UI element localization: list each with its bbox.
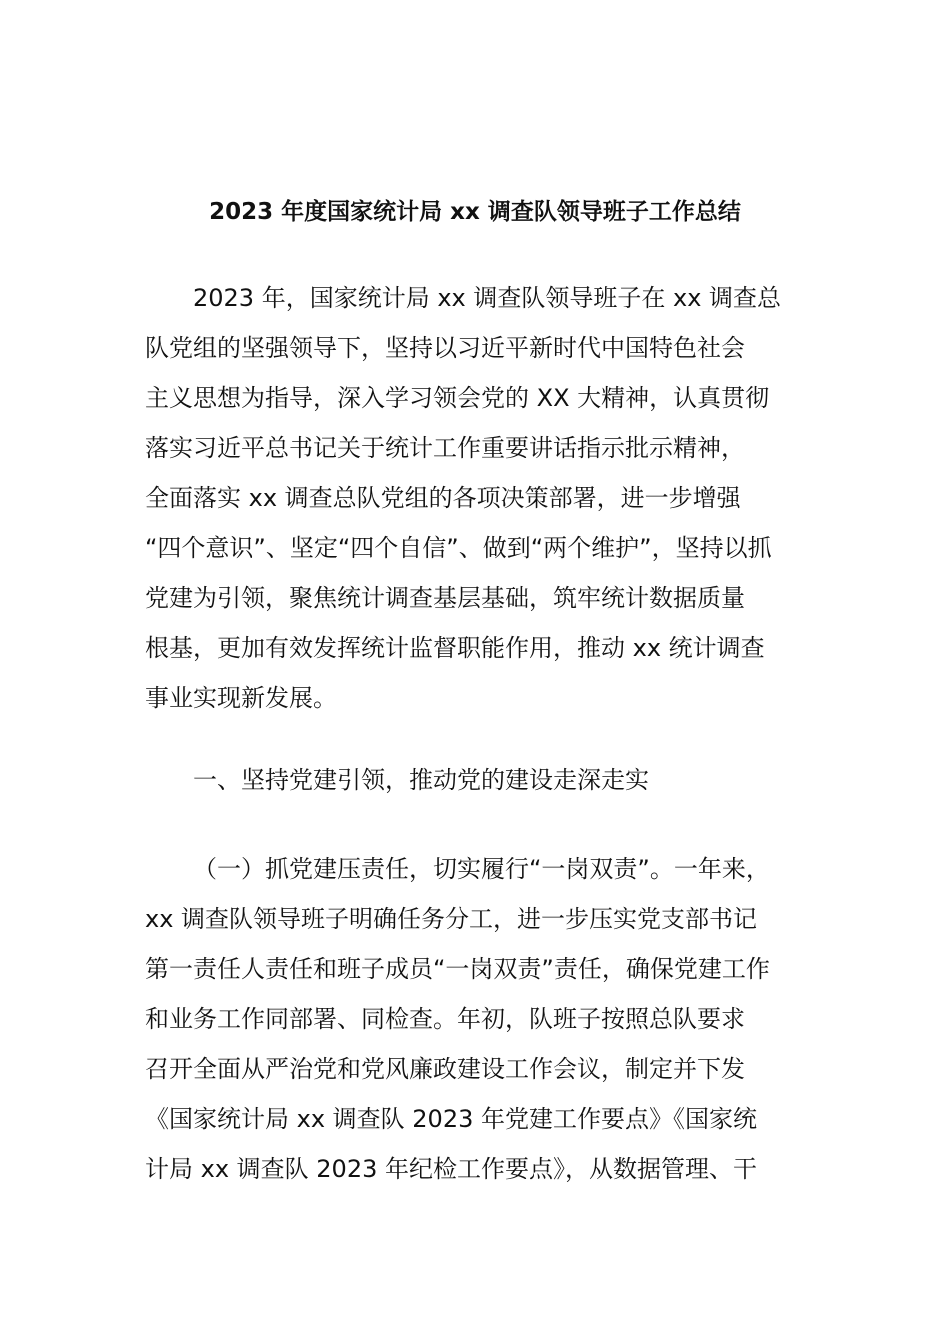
- paragraph-line: 《国家统计局 xx 调查队 2023 年党建工作要点》《国家统: [145, 1105, 757, 1133]
- paragraph-section-1: [145, 844, 810, 1194]
- paragraph-line: xx 调查队领导班子明确任务分工，进一步压实党支部书记: [145, 905, 758, 933]
- paragraph-intro: [145, 273, 810, 723]
- paragraph-line: 计局 xx 调查队 2023 年纪检工作要点》，从数据管理、干: [145, 1155, 757, 1183]
- paragraph-line: 落实习近平总书记关于统计工作重要讲话指示批示精神，: [145, 434, 745, 462]
- document-title: 2023 年度国家统计局 xx 调查队领导班子工作总结: [209, 199, 741, 225]
- paragraph-line: 根基，更加有效发挥统计监督职能作用，推动 xx 统计调查: [145, 634, 765, 662]
- paragraph-line: 主义思想为指导，深入学习领会党的 XX 大精神，认真贯彻: [145, 384, 770, 412]
- paragraph-line: 第一责任人责任和班子成员“一岗双责”责任，确保党建工作: [145, 955, 770, 983]
- paragraph-line: 和业务工作同部署、同检查。年初，队班子按照总队要求: [145, 1005, 745, 1033]
- paragraph-line: 召开全面从严治党和党风廉政建设工作会议，制定并下发: [145, 1055, 745, 1083]
- section-heading-text: 一、坚持党建引领，推动党的建设走深走实: [193, 766, 649, 794]
- paragraph-line: 队党组的坚强领导下，坚持以习近平新时代中国特色社会: [145, 334, 745, 362]
- paragraph-line: 2023 年，国家统计局 xx 调查队领导班子在 xx 调查总: [193, 284, 782, 312]
- section-heading: [145, 755, 810, 805]
- paragraph-line: （一）抓党建压责任，切实履行“一岗双责”。一年来，: [193, 855, 770, 883]
- paragraph-line: “四个意识”、坚定“四个自信”、做到“两个维护”，坚持以抓: [145, 534, 772, 562]
- paragraph-line: 党建为引领，聚焦统计调查基层基础，筑牢统计数据质量: [145, 584, 745, 612]
- paragraph-line: 全面落实 xx 调查总队党组的各项决策部署，进一步增强: [145, 484, 741, 512]
- paragraph-line: 事业实现新发展。: [145, 684, 337, 712]
